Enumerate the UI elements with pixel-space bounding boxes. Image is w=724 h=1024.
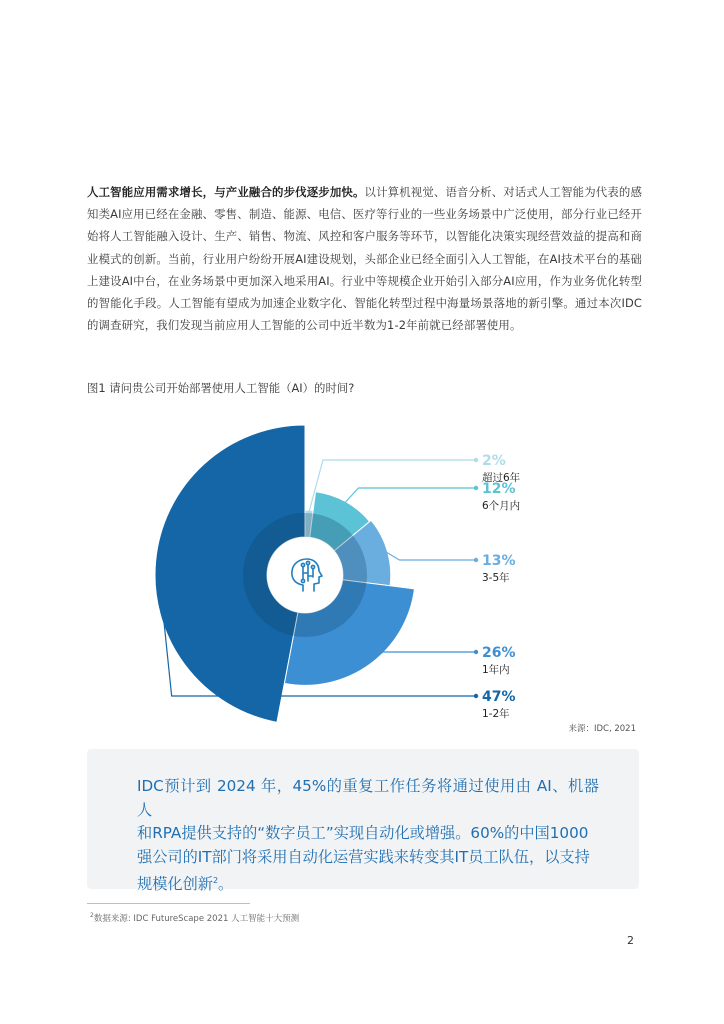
leader-line	[344, 488, 476, 503]
callout-line-2: 和RPA提供支持的“数字员工”实现自动化或增强。60%的中国1000	[137, 824, 589, 842]
callout-footnote-ref: 2	[212, 876, 219, 885]
leader-line	[385, 552, 476, 560]
intro-body: 以计算机视觉、语音分析、对话式人工智能为代表的感知类AI应用已经在金融、零售、制造、能源、电信、医疗等行业的一些业务场景中广泛使用，部分行业已经开始将人工智能融入设计、生产、销售、物流、风控和客户服务等环节，以智能化决策实现经营效益的提高和商业模式的创新。当前，行业用户纷纷开展AI建设规划，头部企业已经全面引入人工智能，在AI技术平台的基础上建设AI中台，在业务场景中更加深入地采用AI。行业中等规模企业开始引入部分AI应用，作为业务优化转型的智能化手段。人工智能有望成为加速企业数字化、智能化转型过程中海量场景落地的新引擎。通过本次IDC的调查研究，我们发现当前应用人工智能的公司中近半数为1-2年前就已经部署使用。	[87, 185, 642, 333]
page-number: 2	[627, 934, 634, 947]
data-label-value: 26%	[482, 645, 516, 661]
leader-dot	[474, 486, 478, 490]
leader-dot	[474, 558, 478, 562]
callout-box	[87, 749, 639, 894]
callout-line-1: IDC预计到 2024 年，45%的重复工作任务将通过使用由 AI、机器人	[137, 777, 599, 819]
data-label-category: 1年内	[482, 664, 510, 676]
leader-dot	[474, 458, 478, 462]
data-label-value: 13%	[482, 553, 516, 569]
footnote-divider	[87, 903, 250, 904]
figure-title: 图1 请问贵公司开始部署使用人工智能（AI）的时间?	[87, 381, 355, 395]
leader-dot	[474, 694, 478, 698]
data-label-value: 2%	[482, 453, 506, 469]
footnote-text: 数据来源: IDC FutureScape 2021 人工智能十大预测	[93, 914, 300, 924]
footnote-number: 2	[90, 912, 94, 920]
data-label-category: 1-2年	[482, 708, 510, 720]
data-label-category: 超过6年	[482, 472, 521, 484]
data-label-category: 3-5年	[482, 572, 510, 584]
data-label-category: 6个月内	[482, 500, 521, 512]
data-label-value: 12%	[482, 481, 516, 497]
leader-dot	[474, 650, 478, 654]
leader-line	[369, 652, 476, 663]
callout-line-3: 强公司的IT部门将采用自动化运营实践来转变其IT员工队伍，以支持	[137, 847, 590, 866]
data-label-value: 47%	[482, 689, 516, 705]
radial-donut-chart	[150, 420, 550, 730]
intro-bold-lead: 人工智能应用需求增长，与产业融合的步伐逐步加快。	[87, 185, 365, 199]
figure-source: 来源：IDC, 2021	[568, 724, 636, 734]
donut-center	[268, 538, 342, 612]
footnote	[90, 912, 299, 924]
callout-line-4: 规模化创新	[137, 875, 213, 894]
callout-end: 。	[218, 875, 234, 894]
callout-text	[137, 775, 599, 897]
intro-paragraph	[87, 181, 642, 336]
